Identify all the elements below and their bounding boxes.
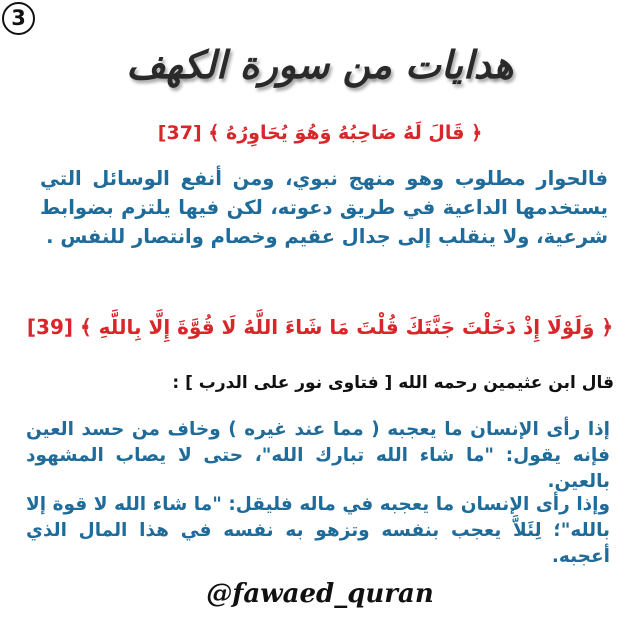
page-title: هدايات من سورة الكهف <box>126 42 514 87</box>
verse-37: ﴿ قَالَ لَهُ صَاحِبُهُ وَهُوَ يُحَاوِرُهُ ﴾ [37] <box>157 122 483 144</box>
quote-attribution: قال ابن عثيمين رحمه الله [ فتاوى نور على الدرب ] : <box>172 373 614 393</box>
account-handle: @fawaed_quran <box>206 579 434 609</box>
commentary-paragraph-3: وإذا رأى الإنسان ما يعجبه في ماله فليقل: "ما شاء الله لا قوة إلا بالله"؛ لِئَلاَّ يعجب بنفسه وتزهو به نفسه في هذا المال الذي أعجبه. <box>26 494 610 567</box>
commentary-paragraph-1: فالحوار مطلوب وهو منهج نبوي، ومن أنفع الوسائل التي يستخدمها الداعية في طريق دعوته، لكن فيها يلتزم بضوابط شرعية، ولا ينقلب إلى جدال عقيم وخصام وانتصار للنفس . <box>40 167 608 248</box>
commentary-paragraph-2: إذا رأى الإنسان ما يعجبه ( مما عند غيره ) وخاف من حسد العين فإنه يقول: "ما شاء الله تبارك الله"، حتى لا يصاب المشهود بالعين. <box>26 419 610 492</box>
verse-39: ﴿ وَلَوْلَا إِذْ دَخَلْتَ جَنَّتَكَ قُلْتَ مَا شَاءَ اللَّهُ لَا قُوَّةَ إِلَّا بِاللَّهِ ﴾ [39] <box>26 315 614 339</box>
number-badge: 3 <box>2 2 35 35</box>
